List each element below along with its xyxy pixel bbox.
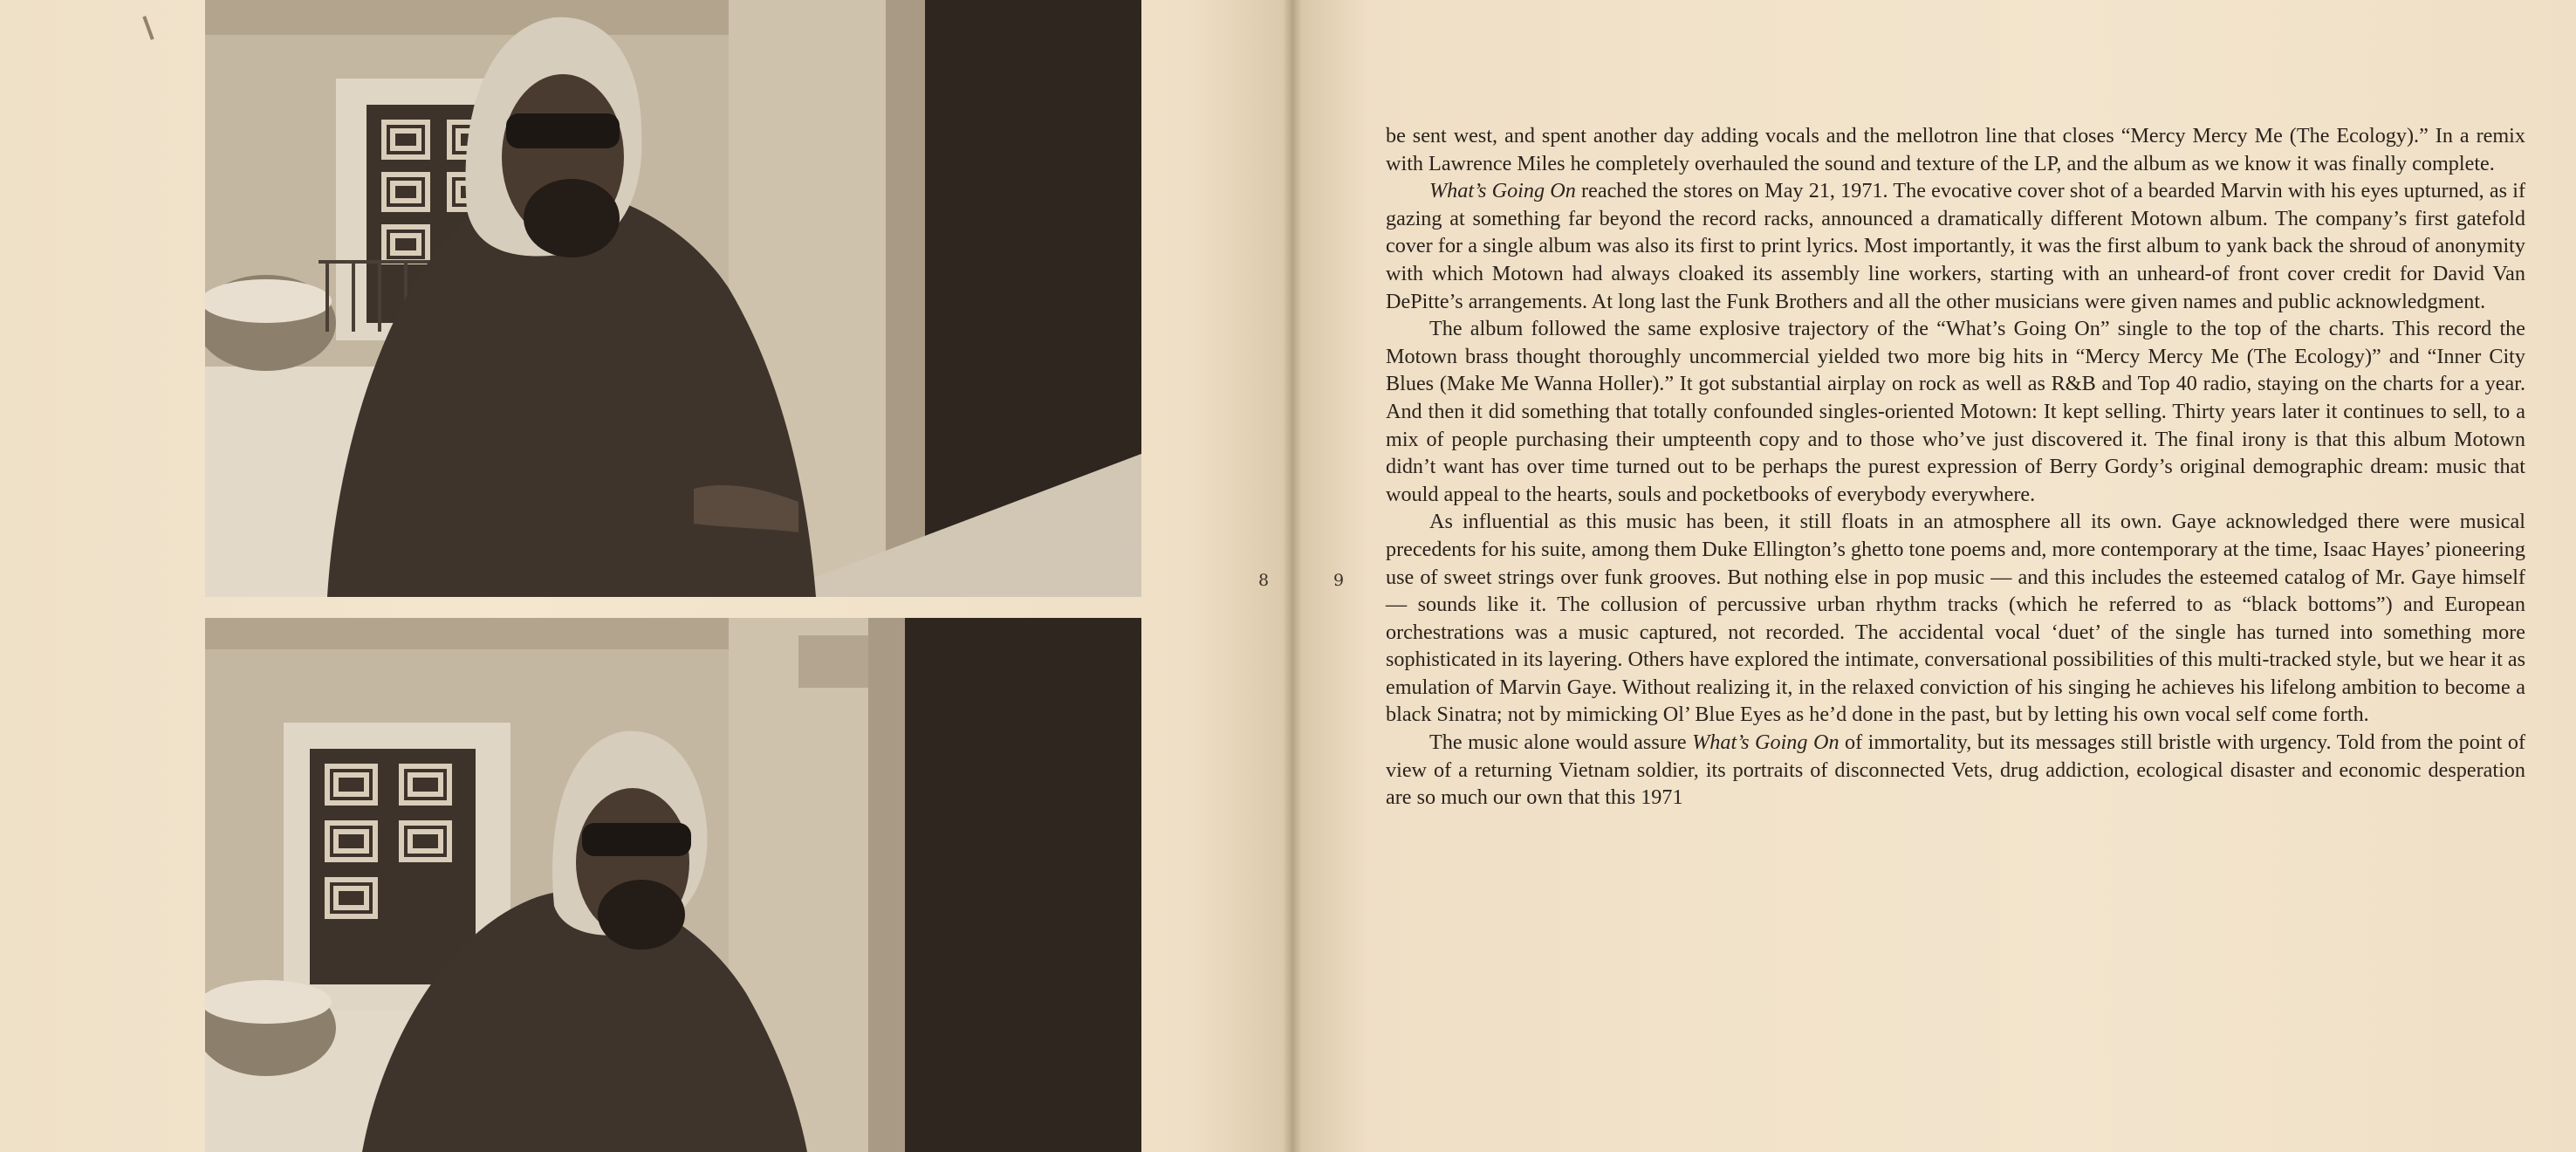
photo-top xyxy=(205,0,1141,597)
essay-paragraph xyxy=(1386,508,2525,729)
album-title-italic: What’s Going On xyxy=(1692,730,1840,755)
paragraph-text: reached the stores on May 21, 1971. The evocative cover shot of a bearded Marvin with his eyes upturned, as if gazing at something far beyond the record racks, announced a dramatically different Motown album. The company’s first gatefold cover for a single album was also its first to print lyrics. Most importantly, it was the first album to yank back the shroud of anonymity with which Motown had always cloaked its assembly line workers, starting with an unheard-of front cover credit for David Van DePitte’s arrangements. At long last the Funk Brothers and all the other musicians were given names and public acknowledgment. xyxy=(1386,179,2526,313)
essay-paragraph xyxy=(1386,177,2525,315)
essay-text xyxy=(1386,122,2525,812)
paragraph-text: be sent west, and spent another day adding vocals and the mellotron line that closes “Mercy Mercy Me (The Ecology).” In a remix with Lawrence Miles he completely overhauled the sound and texture of the LP, and the album as we know it was finally complete. xyxy=(1386,124,2525,175)
scan-mark xyxy=(142,16,154,40)
essay-paragraph xyxy=(1386,729,2525,812)
essay-paragraph xyxy=(1386,315,2525,508)
essay-paragraph xyxy=(1386,122,2525,177)
paragraph-text: of immortality, but its messages still bristle with urgency. Told from the point of view of a returning Vietnam soldier, its portraits of disconnected Vets, drug addiction, ecological disaster and economic desperation are so much our own that this 1971 xyxy=(1386,730,2526,810)
page-number-left: 8 xyxy=(1258,571,1270,590)
paragraph-text: As influential as this music has been, it still floats in an atmosphere all its own. Gaye acknowledged there were musical precedents for his suite, among them Duke Ellington’s ghetto tone poems and, more contemporary at the time, Isaac Hayes’ pioneering use of sweet strings over funk grooves. But nothing else in pop music — and this includes the esteemed catalog of Mr. Gaye himself — sounds like it. The collusion of percussive urban rhythm tracks (which he referred to as “black bottoms”) and European orchestrations was a music captured, not recorded. The accidental vocal ‘duet’ of the single has turned into something more sophisticated in its layering. Others have explored the intimate, conversational possibilities of this multi-tracked style, but we hear it as emulation of Marvin Gaye. Without realizing it, in the relaxed conviction of his singing he achieves his lifelong ambition to become a black Sinatra; not by mimicking Ol’ Blue Eyes as he’d done in the past, but by letting his own vocal self come forth. xyxy=(1386,510,2525,727)
photo-bottom xyxy=(205,618,1141,1152)
man-in-hood-photo-bottom xyxy=(205,618,1141,1152)
paragraph-text: The album followed the same explosive trajectory of the “What’s Going On” single to the top of the charts. This record the Motown brass thought thoroughly uncommercial yielded two more big hits in “Mercy Mercy Me (The Ecology)” and “Inner City Blues (Make Me Wanna Holler).” It got substantial airplay on rock as well as R&B and Top 40 radio, staying on the charts for a year. And then it did something that totally confounded singles-oriented Motown: It kept selling. Thirty years later it continues to sell, to a mix of people purchasing their umpteenth copy and to those who’ve just discovered it. The final irony is that this album Motown didn’t want has over time turned out to be perhaps the purest expression of Berry Gordy’s original demographic dream: music that would appeal to the hearts, souls and pocketbooks of everybody everywhere. xyxy=(1386,317,2525,506)
paragraph-text: The music alone would assure xyxy=(1429,730,1693,755)
album-title-italic: What’s Going On xyxy=(1429,179,1576,203)
page-number-right: 9 xyxy=(1333,571,1345,590)
man-in-hood-photo-top xyxy=(205,0,1141,597)
binding-gutter xyxy=(1283,0,1302,1152)
